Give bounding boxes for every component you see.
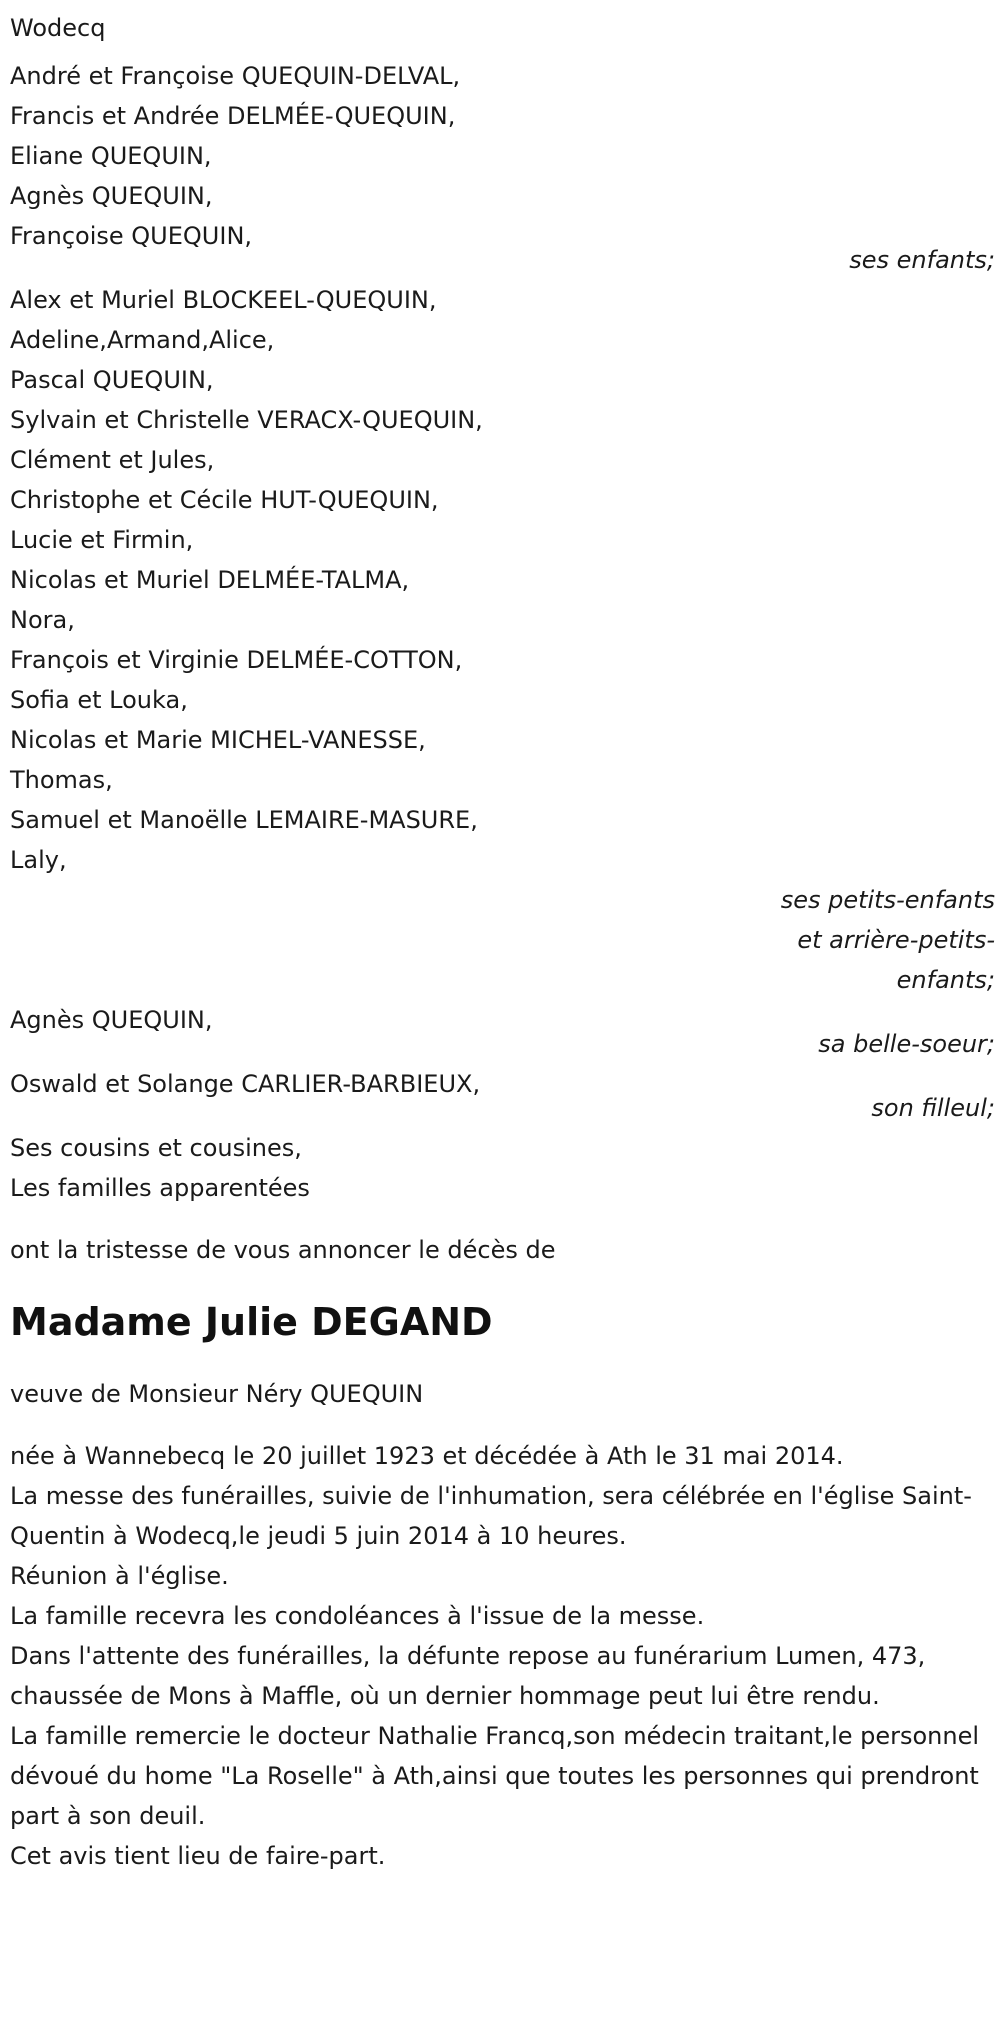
godson-role: son filleul; [871,1094,995,1122]
child-name: Françoise QUEQUIN, [10,222,253,250]
grandchildren-section [10,280,995,1000]
children-role: ses enfants; [849,246,995,274]
grandchild-name: Nicolas et Marie MICHEL-VANESSE, [10,726,426,754]
meeting-paragraph: Réunion à l'église. [10,1562,229,1590]
grandchild-name: Thomas, [10,766,113,794]
grandchild-name: Alex et Muriel BLOCKEEL-QUEQUIN, [10,286,437,314]
birth-death-paragraph: née à Wannebecq le 20 juillet 1923 et décédée à Ath le 31 mai 2014. [10,1442,844,1470]
grandchild-name: Clément et Jules, [10,446,215,474]
grandchild-name: Pascal QUEQUIN, [10,366,214,394]
notice-paragraph: Cet avis tient lieu de faire-part. [10,1842,386,1870]
grandchild-name: Laly, [10,846,67,874]
grandchild-name: Sylvain et Christelle VERACX-QUEQUIN, [10,406,483,434]
families-line: Les familles apparentées [10,1174,310,1202]
grandchildren-role-line-3: enfants; [896,966,995,994]
grandchild-name: Christophe et Cécile HUT-QUEQUIN, [10,486,439,514]
funeral-paragraph: La messe des funérailles, suivie de l'inhumation, sera célébrée en l'église Saint-Quentin à Wodecq,le jeudi 5 juin 2014 à 10 heures. [10,1482,972,1550]
announcement: ont la tristesse de vous annoncer le décès de [10,1236,556,1264]
place: Wodecq [10,14,106,42]
child-name: Francis et Andrée DELMÉE-QUEQUIN, [10,102,456,130]
grandchild-name: Nora, [10,606,75,634]
obituary-text [10,8,995,1876]
grandchild-name: Lucie et Firmin, [10,526,194,554]
child-name: Agnès QUEQUIN, [10,182,213,210]
godson-name: Oswald et Solange CARLIER-BARBIEUX, [10,1070,481,1098]
child-name: Eliane QUEQUIN, [10,142,212,170]
sister-in-law-name: Agnès QUEQUIN, [10,1006,213,1034]
widow-of: veuve de Monsieur Néry QUEQUIN [10,1380,424,1408]
grandchild-name: Sofia et Louka, [10,686,188,714]
cousins-line: Ses cousins et cousines, [10,1134,302,1162]
children-section [10,56,995,274]
grandchildren-role-line-2: et arrière-petits- [797,926,995,954]
funerarium-paragraph: Dans l'attente des funérailles, la défunte repose au funérarium Lumen, 473, chaussée de Mons à Maffle, où un dernier hommage peut lui être rendu. [10,1642,926,1710]
thanks-paragraph: La famille remercie le docteur Nathalie Francq,son médecin traitant,le personnel dévoué du home "La Roselle" à Ath,ainsi que toutes les personnes qui prendront part à son deuil. [10,1722,980,1830]
grandchildren-role-line-1: ses petits-enfants [780,886,995,914]
deceased-name: Madame Julie DEGAND [10,1300,493,1344]
grandchild-name: Adeline,Armand,Alice, [10,326,275,354]
grandchild-name: Nicolas et Muriel DELMÉE-TALMA, [10,566,410,594]
sister-in-law-row [10,1000,995,1058]
child-name: André et Françoise QUEQUIN-DELVAL, [10,62,461,90]
condolences-paragraph: La famille recevra les condoléances à l'issue de la messe. [10,1602,705,1630]
grandchild-name: François et Virginie DELMÉE-COTTON, [10,646,463,674]
godson-row [10,1064,995,1122]
sister-in-law-role: sa belle-soeur; [818,1030,995,1058]
grandchild-name: Samuel et Manoëlle LEMAIRE-MASURE, [10,806,478,834]
